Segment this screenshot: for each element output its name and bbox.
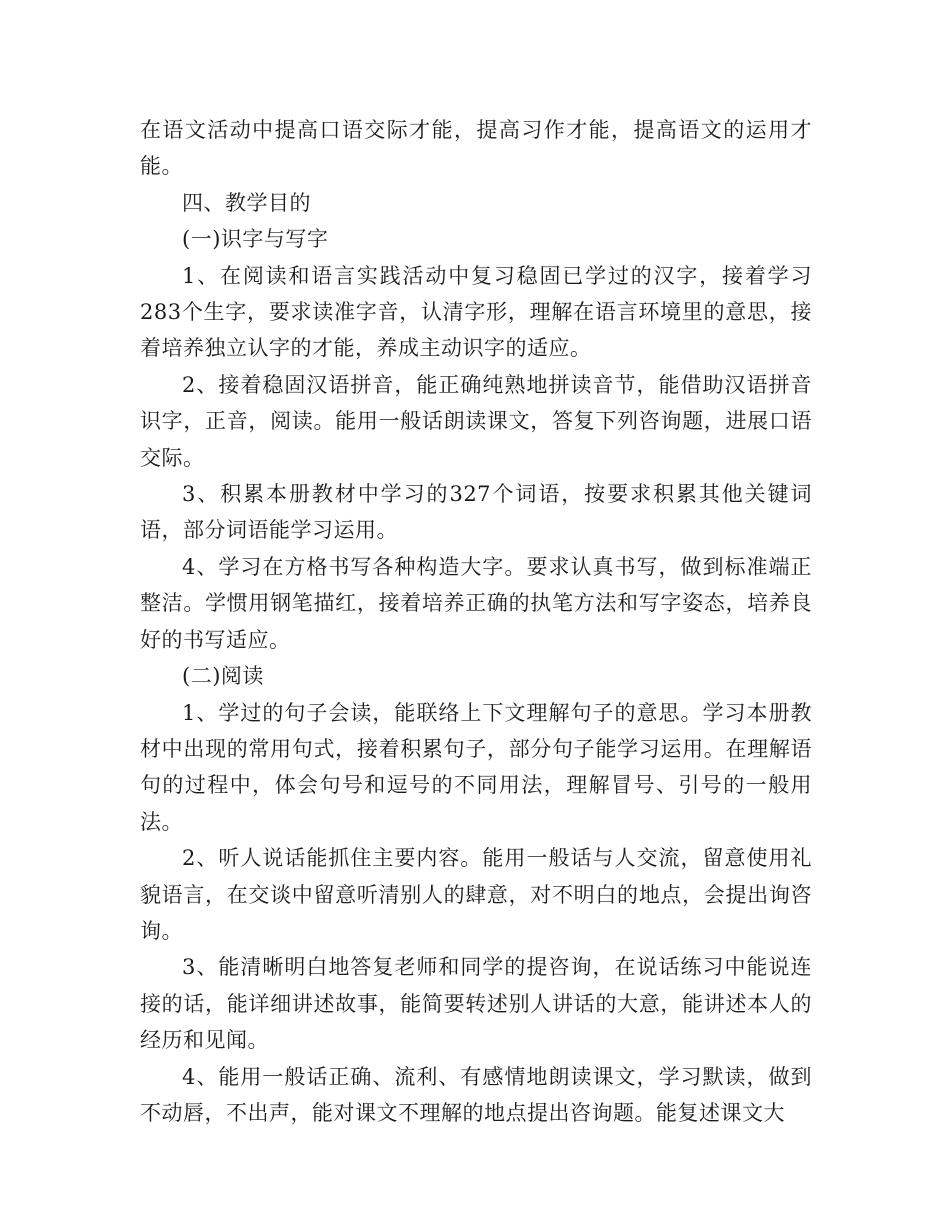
paragraph-literacy-1: 1、在阅读和语言实践活动中复习稳固已学过的汉字，接着学习283个生字，要求读准字音，认清字形，理解在语言环境里的意思，接着培养独立认字的才能，养成主动识字的适应。: [140, 263, 812, 361]
paragraph-reading-2: 2、听人说话能抓住主要内容。能用一般话与人交流，留意使用礼貌语言，在交谈中留意听清别人的肆意，对不明白的地点，会提出询咨询。: [140, 846, 812, 943]
paragraph-literacy-3: 3、积累本册教材中学习的327个词语，按要求积累其他关键词语，部分词语能学习运用。: [140, 482, 812, 543]
section-heading-teaching-goals: 四、教学目的: [182, 190, 311, 215]
paragraph-literacy-2: 2、接着稳固汉语拼音，能正确纯熟地拼读音节，能借助汉语拼音识字，正音，阅读。能用一般话朗读课文，答复下列咨询题，进展口语交际。: [140, 372, 812, 470]
paragraph-literacy-4: 4、学习在方格书写各种构造大字。要求认真书写，做到标准端正整洁。学惯用钢笔描红，接着培养正确的执笔方法和写字姿态，培养良好的书写适应。: [140, 554, 812, 652]
subsection-heading-reading: (二)阅读: [182, 664, 264, 689]
paragraph-reading-1: 1、学过的句子会读，能联络上下文理解句子的意思。学习本册教材中出现的常用句式，接着积累句子，部分句子能学习运用。在理解语句的过程中，体会句号和逗号的不同用法，理解冒号、引号的一般用法。: [140, 700, 812, 834]
paragraph-reading-4: 4、能用一般话正确、流利、有感情地朗读课文，学习默读，做到不动唇，不出声，能对课文不理解的地点提出咨询题。能复述课文大: [140, 1064, 812, 1125]
paragraph-reading-3: 3、能清晰明白地答复老师和同学的提咨询，在说话练习中能说连接的话，能详细讲述故事，能简要转述别人讲话的大意，能讲述本人的经历和见闻。: [140, 955, 812, 1053]
document-body: [140, 112, 812, 1131]
subsection-heading-literacy-writing: (一)识字与写字: [182, 227, 329, 252]
paragraph-1: 在语文活动中提高口语交际才能，提高习作才能，提高语文的运用才能。: [140, 118, 812, 179]
